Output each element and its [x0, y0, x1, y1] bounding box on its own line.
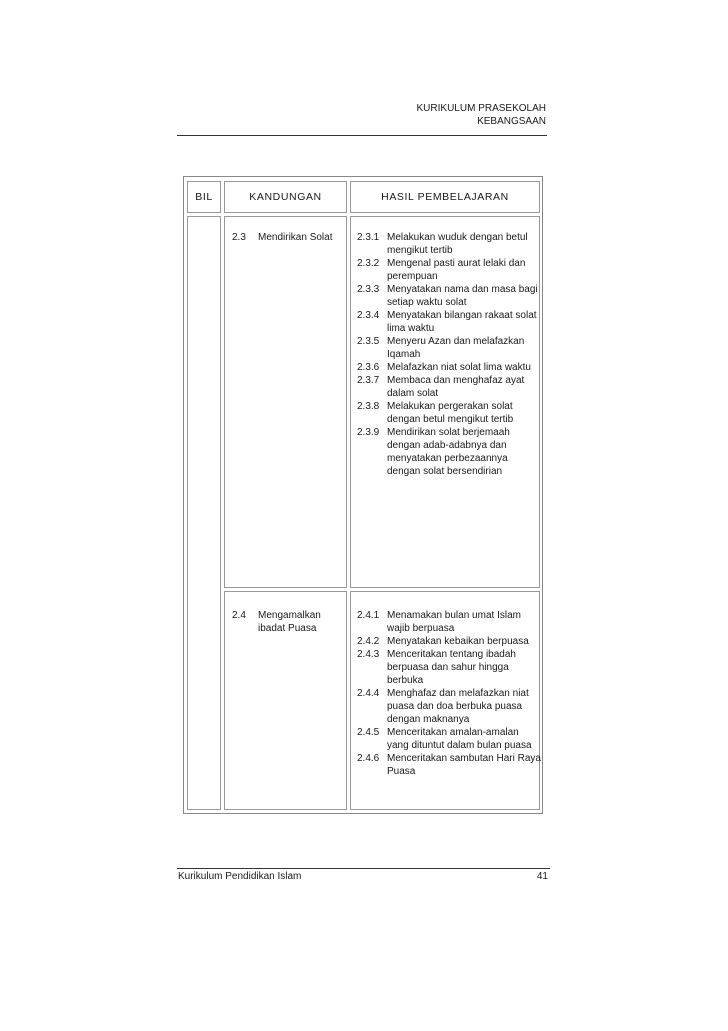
footer-rule — [177, 868, 550, 869]
table-header-bil: BIL — [187, 181, 221, 213]
outcome-item: 2.3.8 Melakukan pergerakan solat dengan betul mengikut tertib — [357, 401, 514, 425]
header-line-1: KURIKULUM PRASEKOLAH — [416, 103, 546, 114]
table-header-kandungan: KANDUNGAN — [224, 181, 347, 213]
outcomes-2-3 — [357, 231, 542, 478]
table-header-hasil: HASIL PEMBELAJARAN — [350, 181, 540, 213]
footer-title: Kurikulum Pendidikan Islam — [178, 871, 302, 882]
outcome-item: 2.3.1 Melakukan wuduk dengan betul mengikut tertib — [357, 232, 528, 256]
outcome-item: 2.4.3 Menceritakan tentang ibadah berpuasa dan sahur hingga berbuka — [357, 649, 516, 686]
outcome-item: 2.3.9 Mendirikan solat berjemaah dengan adab-adabnya dan menyatakan perbezaannya dengan solat bersendirian — [357, 427, 510, 477]
outcome-item: 2.3.5 Menyeru Azan dan melafazkan Iqamah — [357, 336, 525, 360]
topic-2-3 — [232, 231, 344, 245]
outcome-item: 2.4.4 Menghafaz dan melafazkan niat puasa dan doa berbuka puasa dengan maknanya — [357, 688, 529, 725]
topic-title: Mendirikan Solat — [258, 232, 333, 243]
outcomes-2-4 — [357, 609, 542, 778]
running-header — [417, 102, 546, 128]
topic-title: Mengamalkan ibadat Puasa — [258, 610, 321, 634]
topic-2-4 — [232, 609, 344, 637]
outcome-item: 2.3.6 Melafazkan niat solat lima waktu — [357, 362, 531, 373]
outcome-item: 2.3.3 Menyatakan nama dan masa bagi setiap waktu solat — [357, 284, 538, 308]
outcome-item: 2.4.5 Menceritakan amalan-amalan yang dituntut dalam bulan puasa — [357, 727, 532, 751]
outcome-item: 2.4.1 Menamakan bulan umat Islam wajib berpuasa — [357, 610, 521, 634]
header-rule — [177, 135, 547, 136]
topic-number: 2.3 — [232, 232, 246, 243]
outcome-item: 2.3.7 Membaca dan menghafaz ayat dalam solat — [357, 375, 525, 399]
topic-number: 2.4 — [232, 610, 246, 621]
kandungan-cell-2-3 — [224, 216, 347, 588]
outcome-item: 2.4.6 Menceritakan sambutan Hari Raya Puasa — [357, 753, 541, 777]
outcome-item: 2.4.2 Menyatakan kebaikan berpuasa — [357, 636, 529, 647]
header-line-2: KEBANGSAAN — [477, 116, 546, 127]
outcome-item: 2.3.2 Mengenal pasti aurat lelaki dan perempuan — [357, 258, 526, 282]
bil-column — [187, 216, 221, 810]
outcome-item: 2.3.4 Menyatakan bilangan rakaat solat lima waktu — [357, 310, 537, 334]
page-number: 41 — [536, 871, 548, 882]
